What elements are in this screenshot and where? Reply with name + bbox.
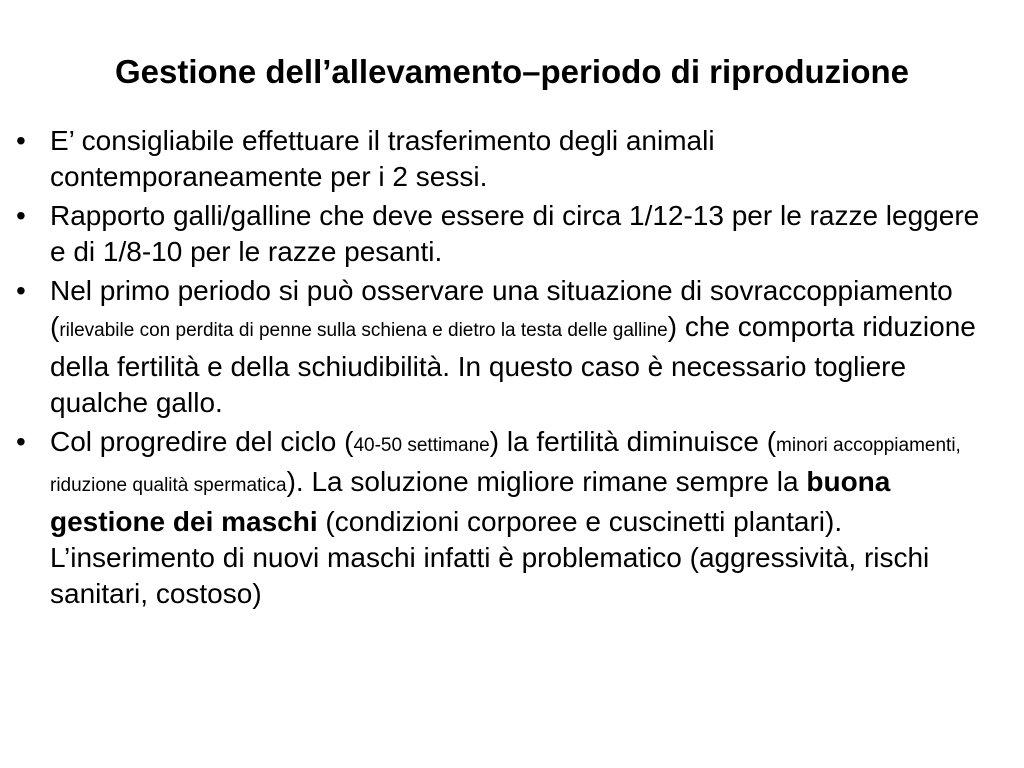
bullet-mark: • [16, 275, 26, 306]
bullet-item [0, 273, 990, 421]
bullet-text-part: Nel primo periodo si può osservare una situazione di sovraccoppiamento ( [50, 275, 953, 342]
bullet-item [0, 424, 990, 612]
bullet-mark: • [16, 426, 26, 457]
slide-title: Gestione dell’allevamento–periodo di riproduzione [115, 53, 909, 90]
bullet-text-part: (condizioni corporee e cuscinetti plantari). L’inserimento di nuovi maschi infatti è problematico (aggressività, rischi sanitari, costoso) [50, 506, 930, 609]
bullet-text-part: ) che comporta riduzione della fertilità e della schiudibilità. In questo caso è necessario togliere qualche gallo. [50, 311, 976, 418]
bullet-text-part: Col progredire del ciclo ( [50, 426, 354, 457]
bullet-text-small: minori accoppiamenti, riduzione qualità spermatica [50, 435, 961, 496]
bullet-text-small: 40-50 settimane [353, 435, 490, 456]
bullet-text-bold: buona gestione dei maschi [50, 466, 891, 537]
bullet-item [0, 198, 990, 270]
bullet-text-small: rilevabile con perdita di penne sulla schiena e dietro la testa delle galline [59, 320, 668, 341]
bullet-text: E’ consigliabile effettuare il trasferimento degli animali contemporaneamente per i 2 sessi. [50, 125, 715, 192]
bullet-text-part: ). La soluzione migliore rimane sempre la [286, 466, 807, 497]
bullet-list [0, 123, 990, 615]
bullet-text-part: ) la fertilità diminuisce ( [489, 426, 777, 457]
bullet-item [0, 123, 990, 195]
bullet-mark: • [16, 200, 26, 231]
bullet-text: Rapporto galli/galline che deve essere di circa 1/12-13 per le razze leggere e di 1/8-10 per le razze pesanti. [50, 200, 980, 267]
bullet-mark: • [16, 125, 26, 156]
